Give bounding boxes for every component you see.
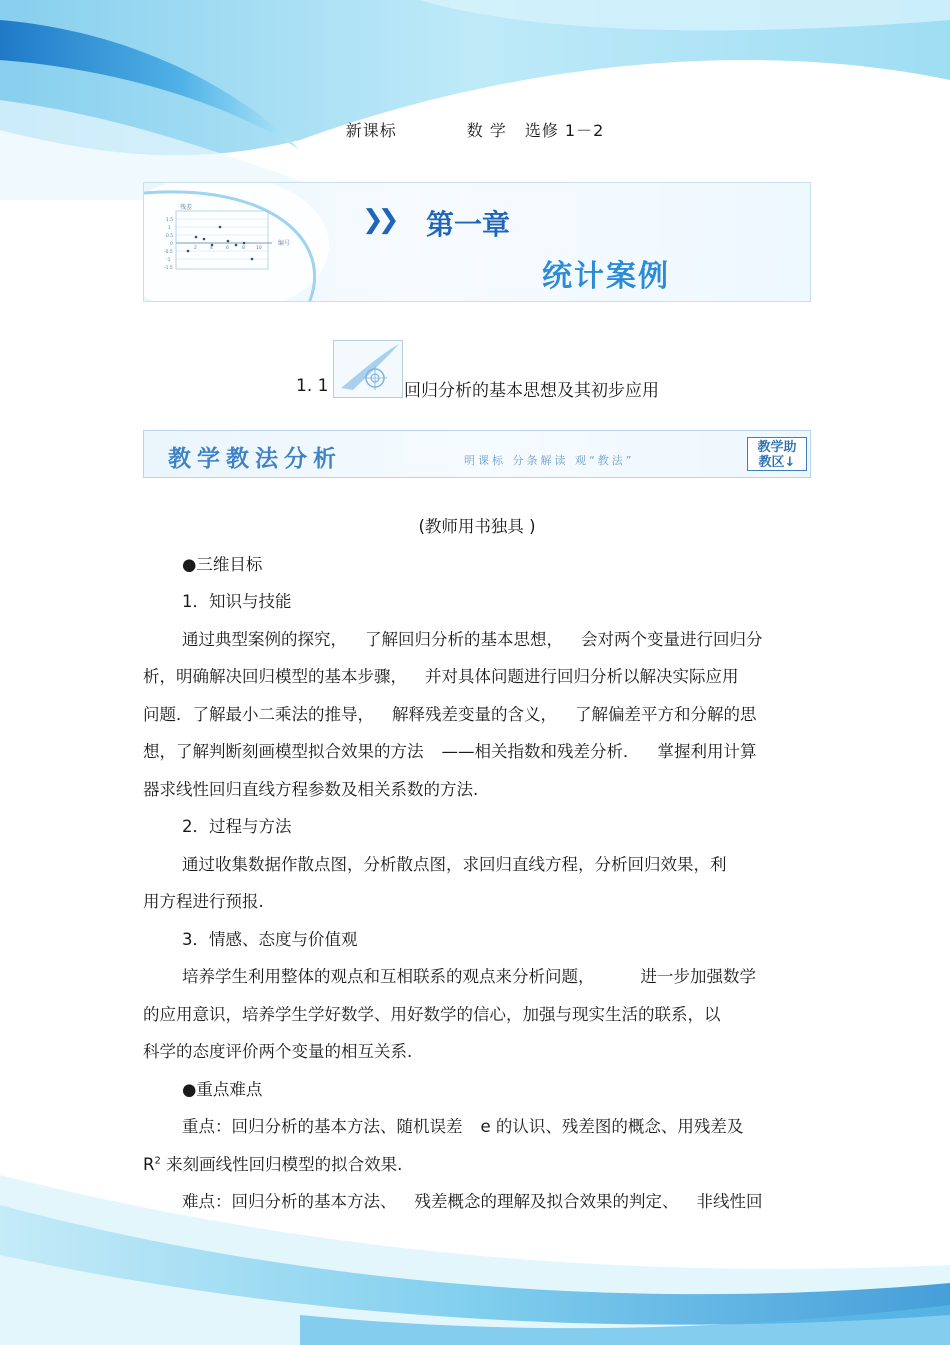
thumb-xtick: 4 [210,246,213,251]
chapter-banner [143,182,811,302]
goal2-line: 通过收集数据作散点图，分析散点图，求回归直线方程，分析回归效果，利 [182,854,727,874]
thumb-xtick: 6 [226,246,229,251]
goal2-title: 2．过程与方法 [182,817,292,836]
method-bar-title: 教学教法分析 [168,445,342,472]
thumb-xlabel: 编号 [278,240,291,247]
teaching-aid-button-line2: 教区↓ [758,455,796,470]
teaching-method-bar [143,430,811,478]
key-point-line: $R^2$ 来刻画线性回归模型的拟合效果. [143,1154,403,1174]
section-heading [0,372,950,402]
residual-plot-thumbnail [144,183,334,302]
goal2-line: 用方程进行预报. [143,892,264,911]
method-bar-subtitle: 明课标 分条解读 观“教法” [464,454,635,467]
section-number: 1. 1 [296,376,329,396]
key-point-line: 重点：回归分析的基本方法、随机误差 e 的认识、残差图的概念、用残差及 [182,1117,744,1136]
lesson-content [143,508,811,1221]
section-title-text: 回归分析的基本思想及其初步应用 [404,381,659,401]
thumb-xtick: 10 [256,246,262,251]
goal1-line: 器求线性回归直线方程参数及相关系数的方法. [143,779,479,799]
thumb-xtick: 2 [194,246,197,251]
thumb-ytick: 0 [170,242,173,247]
goal1-line: 析，明确解决回归模型的基本步骤， 并对具体问题进行回归分析以解决实际应用 [143,667,739,686]
goal1-title: 1．知识与技能 [182,592,292,611]
thumb-ytick: -1.5 [164,266,173,271]
goal1-line: 问题．了解最小二乘法的推导， 解释残差变量的含义， 了解偏差平方和分解的思 [143,704,757,724]
chapter-number: 第一章 [426,208,511,241]
thumb-ytick: -1 [166,258,171,263]
goals-heading: ●三维目标 [182,554,263,574]
target-arrow-icon [333,340,403,398]
thumb-xtick: 8 [242,246,245,251]
header-swoosh-decoration [0,0,950,200]
goal1-line: 通过典型案例的探究， 了解回归分析的基本思想， 会对两个变量进行回归分 [182,629,763,649]
teacher-note: (教师用书独具 ) [418,517,536,536]
double-chevron-icon: ❯❯ [362,205,394,235]
chapter-title: 统计案例 [542,259,670,294]
goal1-line: 想，了解判断刻画模型拟合效果的方法 ——相关指数和残差分析． 掌握利用计算 [143,742,757,761]
thumb-ylabel: 残差 [180,204,193,211]
difficulty-line: 难点：回归分析的基本方法、 残差概念的理解及拟合效果的判定、 非线性回 [182,1192,763,1211]
header-line [0,118,950,141]
goal3-line: 的应用意识，培养学生学好数学、用好数学的信心，加强与现实生活的联系，以 [143,1004,721,1024]
goal3-title: 3．情感、态度与价值观 [182,929,358,949]
teaching-aid-button[interactable] [747,437,807,471]
thumb-ytick: 1.5 [166,218,174,223]
thumb-ytick: 1 [168,226,171,231]
subject-label: 数 学 [466,121,507,140]
goal3-line: 培养学生利用整体的观点和互相联系的观点来分析问题， 进一步加强数学 [182,967,756,986]
thumb-ytick: -0.5 [164,250,173,255]
key-points-heading: ●重点难点 [182,1079,263,1099]
volume-label: 选修 1－2 [524,121,605,140]
teaching-aid-button-line1: 教学助 [757,440,797,455]
goal3-line: 科学的态度评价两个变量的相互关系. [143,1042,413,1061]
series-label: 新课标 [345,121,397,140]
thumb-ytick: 0.5 [166,234,174,239]
